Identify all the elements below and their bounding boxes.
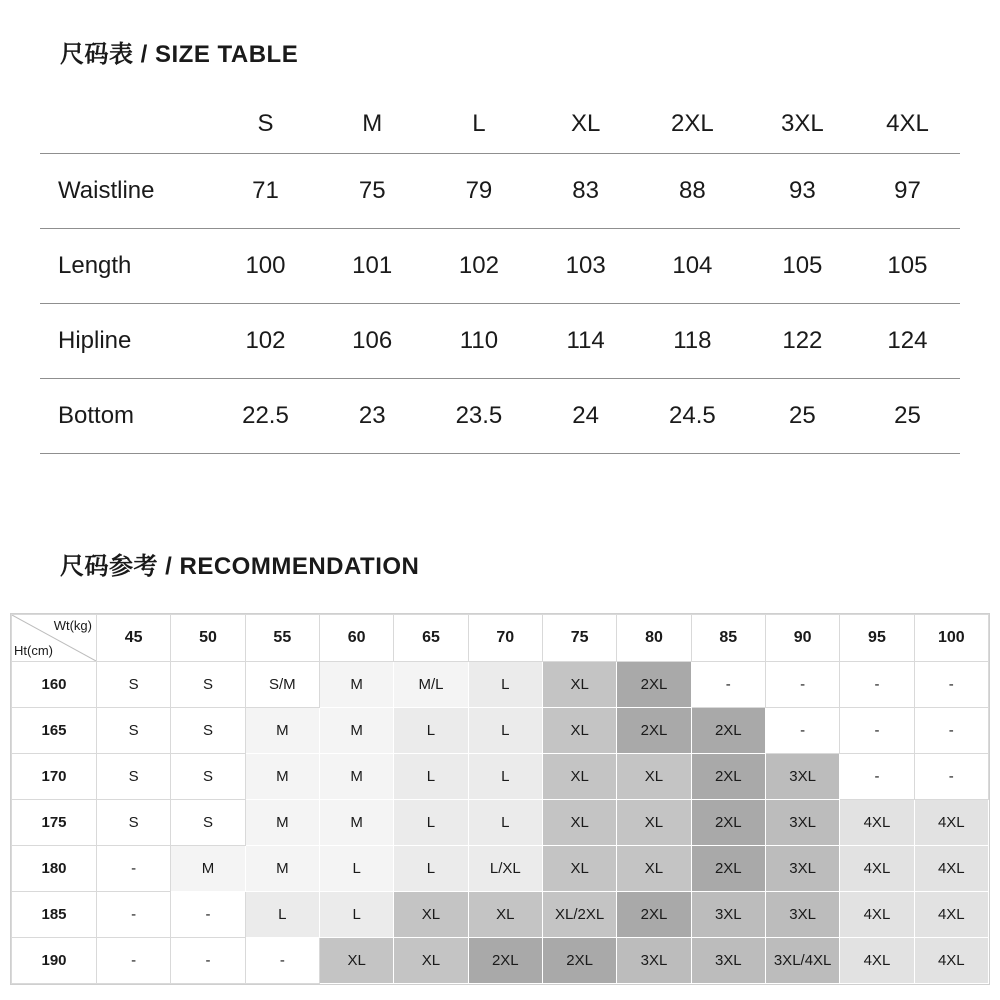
size-value-cell: 105 bbox=[782, 251, 823, 279]
recommendation-cell: - bbox=[840, 661, 914, 707]
recommendation-cell: - bbox=[840, 753, 914, 799]
height-row-label: 185 bbox=[12, 891, 97, 937]
size-value-cell: 102 bbox=[458, 251, 499, 279]
weight-column-header: 45 bbox=[97, 614, 171, 661]
height-row-label: 160 bbox=[12, 661, 97, 707]
recommendation-cell: - bbox=[171, 891, 245, 937]
recommendation-row bbox=[12, 891, 989, 937]
corner-height-axis-label: Ht(cm) bbox=[14, 642, 53, 658]
recommendation-cell: L bbox=[394, 753, 468, 799]
recommendation-cell: - bbox=[914, 661, 988, 707]
size-table-row bbox=[40, 303, 960, 378]
recommendation-cell: 3XL bbox=[765, 799, 839, 845]
recommendation-cell: 4XL bbox=[914, 799, 988, 845]
corner-weight-axis-label: Wt(kg) bbox=[53, 617, 92, 633]
recommendation-cell: 3XL bbox=[765, 753, 839, 799]
recommendation-cell: L bbox=[245, 891, 319, 937]
recommendation-cell: L bbox=[394, 799, 468, 845]
size-value-cell: 114 bbox=[566, 326, 605, 354]
recommendation-cell: XL bbox=[542, 661, 616, 707]
size-table-title: 尺码表 / SIZE TABLE bbox=[60, 41, 299, 68]
recommendation-cell: 2XL bbox=[542, 937, 616, 983]
recommendation-cell: L bbox=[468, 661, 542, 707]
recommendation-cell: XL bbox=[542, 799, 616, 845]
recommendation-cell: L bbox=[468, 799, 542, 845]
recommendation-cell: XL bbox=[617, 845, 691, 891]
size-value-cell: 100 bbox=[245, 251, 286, 279]
recommendation-cell: XL bbox=[542, 753, 616, 799]
recommendation-cell: M bbox=[245, 753, 319, 799]
recommendation-cell: XL bbox=[542, 707, 616, 753]
recommendation-cell: - bbox=[97, 937, 171, 983]
recommendation-cell: XL bbox=[617, 753, 691, 799]
size-value-cell: 25 bbox=[894, 401, 921, 429]
size-value-cell: 105 bbox=[887, 251, 928, 279]
recommendation-cell: 3XL bbox=[617, 937, 691, 983]
recommendation-table-frame bbox=[10, 613, 990, 985]
recommendation-cell: - bbox=[765, 661, 839, 707]
recommendation-cell: M bbox=[319, 753, 393, 799]
recommendation-cell: L bbox=[468, 753, 542, 799]
recommendation-cell: S bbox=[97, 707, 171, 753]
size-table-section bbox=[0, 0, 1000, 454]
recommendation-cell: 2XL bbox=[691, 707, 765, 753]
recommendation-cell: S bbox=[171, 661, 245, 707]
recommendation-cell: L bbox=[394, 845, 468, 891]
recommendation-table bbox=[11, 614, 989, 984]
recommendation-title: 尺码参考 / RECOMMENDATION bbox=[60, 552, 420, 580]
size-value-cell: 104 bbox=[672, 251, 713, 279]
height-row-label: 180 bbox=[12, 845, 97, 891]
size-row-label: Hipline bbox=[58, 326, 132, 354]
recommendation-section bbox=[0, 546, 1000, 985]
rec-table-head-row bbox=[12, 614, 989, 661]
size-value-cell: 23 bbox=[358, 401, 386, 429]
height-row-label: 165 bbox=[12, 707, 97, 753]
size-value-cell: 106 bbox=[352, 326, 393, 354]
recommendation-cell: 2XL bbox=[691, 845, 765, 891]
recommendation-cell: L/XL bbox=[468, 845, 542, 891]
recommendation-cell: 4XL bbox=[840, 799, 914, 845]
rec-table-body bbox=[12, 661, 989, 983]
size-value-cell: 24 bbox=[572, 401, 599, 429]
recommendation-cell: L bbox=[319, 845, 393, 891]
weight-column-header: 50 bbox=[171, 614, 245, 661]
size-column-header: 2XL bbox=[671, 109, 714, 137]
size-value-cell: 110 bbox=[459, 326, 499, 354]
recommendation-row bbox=[12, 661, 989, 707]
recommendation-cell: M bbox=[319, 661, 393, 707]
size-column-header: S bbox=[257, 109, 274, 137]
size-value-cell: 75 bbox=[358, 176, 386, 204]
recommendation-row bbox=[12, 845, 989, 891]
size-value-cell: 22.5 bbox=[242, 401, 289, 429]
recommendation-cell: 4XL bbox=[840, 845, 914, 891]
height-row-label: 175 bbox=[12, 799, 97, 845]
size-value-cell: 124 bbox=[887, 326, 928, 354]
size-table-head-row bbox=[40, 95, 960, 153]
recommendation-cell: 3XL/4XL bbox=[765, 937, 839, 983]
recommendation-cell: 3XL bbox=[765, 891, 839, 937]
recommendation-cell: 2XL bbox=[617, 707, 691, 753]
size-column-header: L bbox=[472, 109, 486, 137]
recommendation-cell: 4XL bbox=[914, 845, 988, 891]
recommendation-cell: M bbox=[319, 707, 393, 753]
size-row-label: Length bbox=[58, 251, 132, 279]
recommendation-cell: S/M bbox=[245, 661, 319, 707]
size-column-header: 4XL bbox=[886, 109, 929, 137]
size-table bbox=[40, 95, 960, 454]
size-value-cell: 88 bbox=[679, 176, 706, 204]
recommendation-cell: 3XL bbox=[691, 937, 765, 983]
recommendation-cell: 2XL bbox=[617, 661, 691, 707]
rec-table-corner-cell bbox=[12, 614, 97, 661]
recommendation-cell: XL bbox=[394, 891, 468, 937]
height-row-label: 170 bbox=[12, 753, 97, 799]
recommendation-cell: 3XL bbox=[691, 891, 765, 937]
size-column-header: XL bbox=[570, 109, 601, 137]
recommendation-cell: XL bbox=[468, 891, 542, 937]
weight-column-header: 90 bbox=[765, 614, 839, 661]
recommendation-cell: M bbox=[319, 799, 393, 845]
recommendation-row bbox=[12, 707, 989, 753]
weight-column-header: 85 bbox=[691, 614, 765, 661]
recommendation-cell: 3XL bbox=[765, 845, 839, 891]
recommendation-cell: L bbox=[319, 891, 393, 937]
recommendation-row bbox=[12, 799, 989, 845]
recommendation-cell: - bbox=[171, 937, 245, 983]
recommendation-cell: M bbox=[171, 845, 245, 891]
size-value-cell: 24.5 bbox=[669, 401, 716, 429]
size-table-body bbox=[40, 153, 960, 453]
recommendation-cell: M/L bbox=[394, 661, 468, 707]
recommendation-cell: - bbox=[97, 845, 171, 891]
recommendation-cell: XL bbox=[617, 799, 691, 845]
recommendation-cell: XL bbox=[542, 845, 616, 891]
size-value-cell: 93 bbox=[789, 176, 816, 204]
recommendation-cell: 4XL bbox=[840, 937, 914, 983]
size-value-cell: 97 bbox=[894, 176, 921, 204]
recommendation-cell: - bbox=[691, 661, 765, 707]
size-row-label: Waistline bbox=[58, 176, 155, 204]
recommendation-cell: M bbox=[245, 845, 319, 891]
weight-column-header: 60 bbox=[319, 614, 393, 661]
size-table-corner-cell bbox=[40, 95, 208, 153]
recommendation-cell: - bbox=[97, 891, 171, 937]
height-row-label: 190 bbox=[12, 937, 97, 983]
size-column-header: M bbox=[362, 109, 383, 137]
recommendation-cell: M bbox=[245, 799, 319, 845]
recommendation-cell: L bbox=[394, 707, 468, 753]
recommendation-cell: - bbox=[840, 707, 914, 753]
recommendation-cell: - bbox=[245, 937, 319, 983]
size-value-cell: 23.5 bbox=[455, 401, 503, 429]
recommendation-cell: S bbox=[171, 753, 245, 799]
weight-column-header: 100 bbox=[914, 614, 988, 661]
recommendation-cell: 2XL bbox=[691, 753, 765, 799]
recommendation-row bbox=[12, 753, 989, 799]
size-value-cell: 101 bbox=[352, 251, 393, 279]
recommendation-cell: S bbox=[97, 799, 171, 845]
size-table-row bbox=[40, 378, 960, 453]
recommendation-cell: - bbox=[914, 753, 988, 799]
weight-column-header: 75 bbox=[542, 614, 616, 661]
size-value-cell: 79 bbox=[465, 176, 493, 204]
recommendation-cell: S bbox=[97, 753, 171, 799]
recommendation-cell: 4XL bbox=[914, 937, 988, 983]
size-table-row bbox=[40, 153, 960, 228]
recommendation-row bbox=[12, 937, 989, 983]
size-value-cell: 71 bbox=[252, 176, 279, 204]
recommendation-cell: 4XL bbox=[840, 891, 914, 937]
recommendation-cell: - bbox=[765, 707, 839, 753]
size-column-header: 3XL bbox=[781, 109, 824, 137]
weight-column-header: 65 bbox=[394, 614, 468, 661]
recommendation-cell: 2XL bbox=[617, 891, 691, 937]
recommendation-cell: M bbox=[245, 707, 319, 753]
size-table-row bbox=[40, 228, 960, 303]
recommendation-cell: XL bbox=[319, 937, 393, 983]
size-value-cell: 103 bbox=[565, 251, 606, 279]
recommendation-cell: S bbox=[171, 799, 245, 845]
recommendation-cell: - bbox=[914, 707, 988, 753]
size-value-cell: 118 bbox=[673, 326, 712, 354]
weight-column-header: 70 bbox=[468, 614, 542, 661]
recommendation-cell: XL/2XL bbox=[542, 891, 616, 937]
weight-column-header: 95 bbox=[840, 614, 914, 661]
recommendation-cell: XL bbox=[394, 937, 468, 983]
recommendation-cell: 2XL bbox=[468, 937, 542, 983]
size-value-cell: 102 bbox=[245, 326, 286, 354]
recommendation-cell: 2XL bbox=[691, 799, 765, 845]
recommendation-cell: S bbox=[171, 707, 245, 753]
size-row-label: Bottom bbox=[58, 401, 135, 429]
size-value-cell: 83 bbox=[572, 176, 599, 204]
weight-column-header: 80 bbox=[617, 614, 691, 661]
recommendation-cell: S bbox=[97, 661, 171, 707]
recommendation-cell: L bbox=[468, 707, 542, 753]
recommendation-cell: 4XL bbox=[914, 891, 988, 937]
weight-column-header: 55 bbox=[245, 614, 319, 661]
size-value-cell: 122 bbox=[782, 326, 823, 354]
size-value-cell: 25 bbox=[789, 401, 816, 429]
